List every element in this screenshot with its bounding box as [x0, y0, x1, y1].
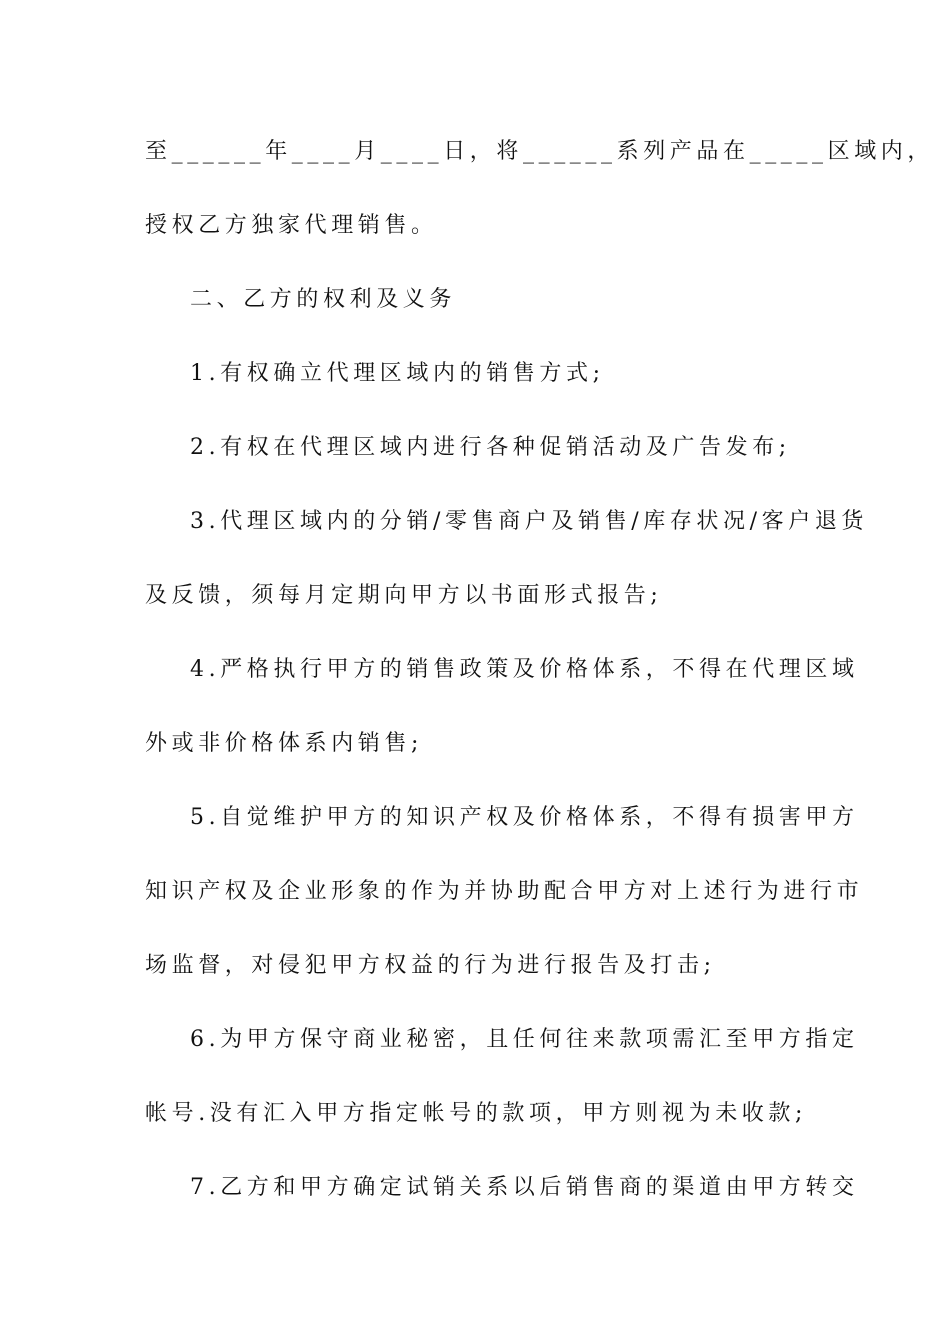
text-line: 4.严格执行甲方的销售政策及价格体系，不得在代理区域 — [190, 657, 859, 682]
text-line: 1.有权确立代理区域内的销售方式; — [190, 361, 605, 386]
text-line: 外或非价格体系内销售; — [145, 731, 424, 756]
text-line: 7.乙方和甲方确定试销关系以后销售商的渠道由甲方转交 — [190, 1175, 859, 1200]
text-line: 知识产权及企业形象的作为并协助配合甲方对上述行为进行市 — [145, 879, 864, 904]
text-line: 至______年____月____日，将______系列产品在_____区域内， — [145, 139, 935, 164]
text-line: 2.有权在代理区域内进行各种促销活动及广告发布; — [190, 435, 791, 460]
text-line: 5.自觉维护甲方的知识产权及价格体系，不得有损害甲方 — [190, 805, 859, 830]
text-line: 授权乙方独家代理销售。 — [145, 213, 438, 238]
text-line: 场监督，对侵犯甲方权益的行为进行报告及打击; — [145, 953, 716, 978]
text-line: 帐号.没有汇入甲方指定帐号的款项，甲方则视为未收款; — [145, 1101, 808, 1126]
section-heading: 二、乙方的权利及义务 — [190, 287, 457, 312]
text-line: 及反馈，须每月定期向甲方以书面形式报告; — [145, 583, 663, 608]
text-line: 3.代理区域内的分销/零售商户及销售/库存状况/客户退货 — [190, 509, 869, 534]
text-line: 6.为甲方保守商业秘密，且任何往来款项需汇至甲方指定 — [190, 1027, 859, 1052]
